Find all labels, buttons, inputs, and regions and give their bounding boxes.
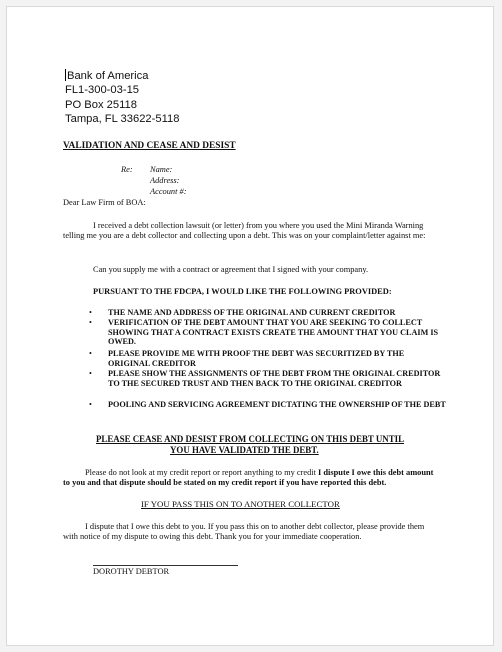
bullet-dot: •	[89, 308, 92, 317]
re-address: Address:	[150, 176, 180, 185]
address-line-4: Tampa, FL 33622-5118	[65, 113, 180, 125]
address-line-3: PO Box 25118	[65, 99, 137, 111]
bullet-item: VERIFICATION OF THE DEBT AMOUNT THAT YOU ARE SEEKING TO COLLECT SHOWING THAT A CONTRACT EXISTS CREATE THE AMOUNT THAT YOU CLAIM IS OWED.	[108, 318, 439, 347]
contract-request: Can you supply me with a contract or agreement that I signed with your company.	[93, 265, 369, 274]
bullet-item: THE NAME AND ADDRESS OF THE ORIGINAL AND CURRENT CREDITOR	[108, 308, 396, 317]
re-account: Account #:	[150, 187, 187, 196]
signature-line	[93, 565, 238, 566]
bullet-item: PLEASE PROVIDE ME WITH PROOF THE DEBT WAS SECURITIZED BY THE ORIGINAL CREDITOR	[108, 349, 405, 368]
credit-bold-text: I dispute I owe this debt amount to you and that dispute should be stated on my credit report if you have reported this debt.	[63, 468, 434, 487]
text-cursor	[65, 69, 66, 81]
dispute-paragraph: I dispute that I owe this debt to you. If you pass this on to another debt collector, please provide them with notice of my dispute to owing this debt. Thank you for your immediate cooperation.	[63, 522, 425, 541]
cease-line-1: PLEASE CEASE AND DESIST FROM COLLECTING ON THIS DEBT UNTIL	[96, 434, 404, 444]
cease-line-2: YOU HAVE VALIDATED THE DEBT.	[170, 445, 319, 455]
bullet-dot: •	[89, 318, 92, 327]
signature-name: DOROTHY DEBTOR	[93, 567, 170, 576]
bullet-dot: •	[89, 369, 92, 378]
bullet-dot: •	[89, 400, 92, 409]
address-line-2: FL1-300-03-15	[65, 84, 140, 96]
bullet-item: PLEASE SHOW THE ASSIGNMENTS OF THE DEBT FROM THE ORIGINAL CREDITOR TO THE SECURED TRUST AND THEN BACK TO THE ORIGINAL CREDITOR	[108, 369, 441, 388]
letter-title: VALIDATION AND CEASE AND DESIST	[63, 141, 236, 151]
fdcpa-heading: PURSUANT TO THE FDCPA, I WOULD LIKE THE FOLLOWING PROVIDED:	[93, 287, 392, 296]
re-label: Re:	[121, 165, 133, 174]
credit-plain-text: Please do not look at my credit report or report anything to my credit	[85, 468, 319, 477]
intro-paragraph: I received a debt collection lawsuit (or letter) from you where you used the Mini Miranda Warning telling me you are a debt collector and collecting upon a debt. This was on your complaint/letter against me:	[63, 221, 426, 240]
salutation: Dear Law Firm of BOA:	[63, 198, 146, 207]
re-name: Name:	[150, 165, 173, 174]
pass-on-heading: IF YOU PASS THIS ON TO ANOTHER COLLECTOR	[141, 499, 340, 509]
address-line-1: Bank of America	[67, 70, 149, 82]
document-page	[6, 6, 494, 646]
bullet-item: POOLING AND SERVICING AGREEMENT DICTATING THE OWNERSHIP OF THE DEBT	[108, 400, 446, 409]
bullet-dot: •	[89, 349, 92, 358]
credit-paragraph	[63, 468, 439, 488]
